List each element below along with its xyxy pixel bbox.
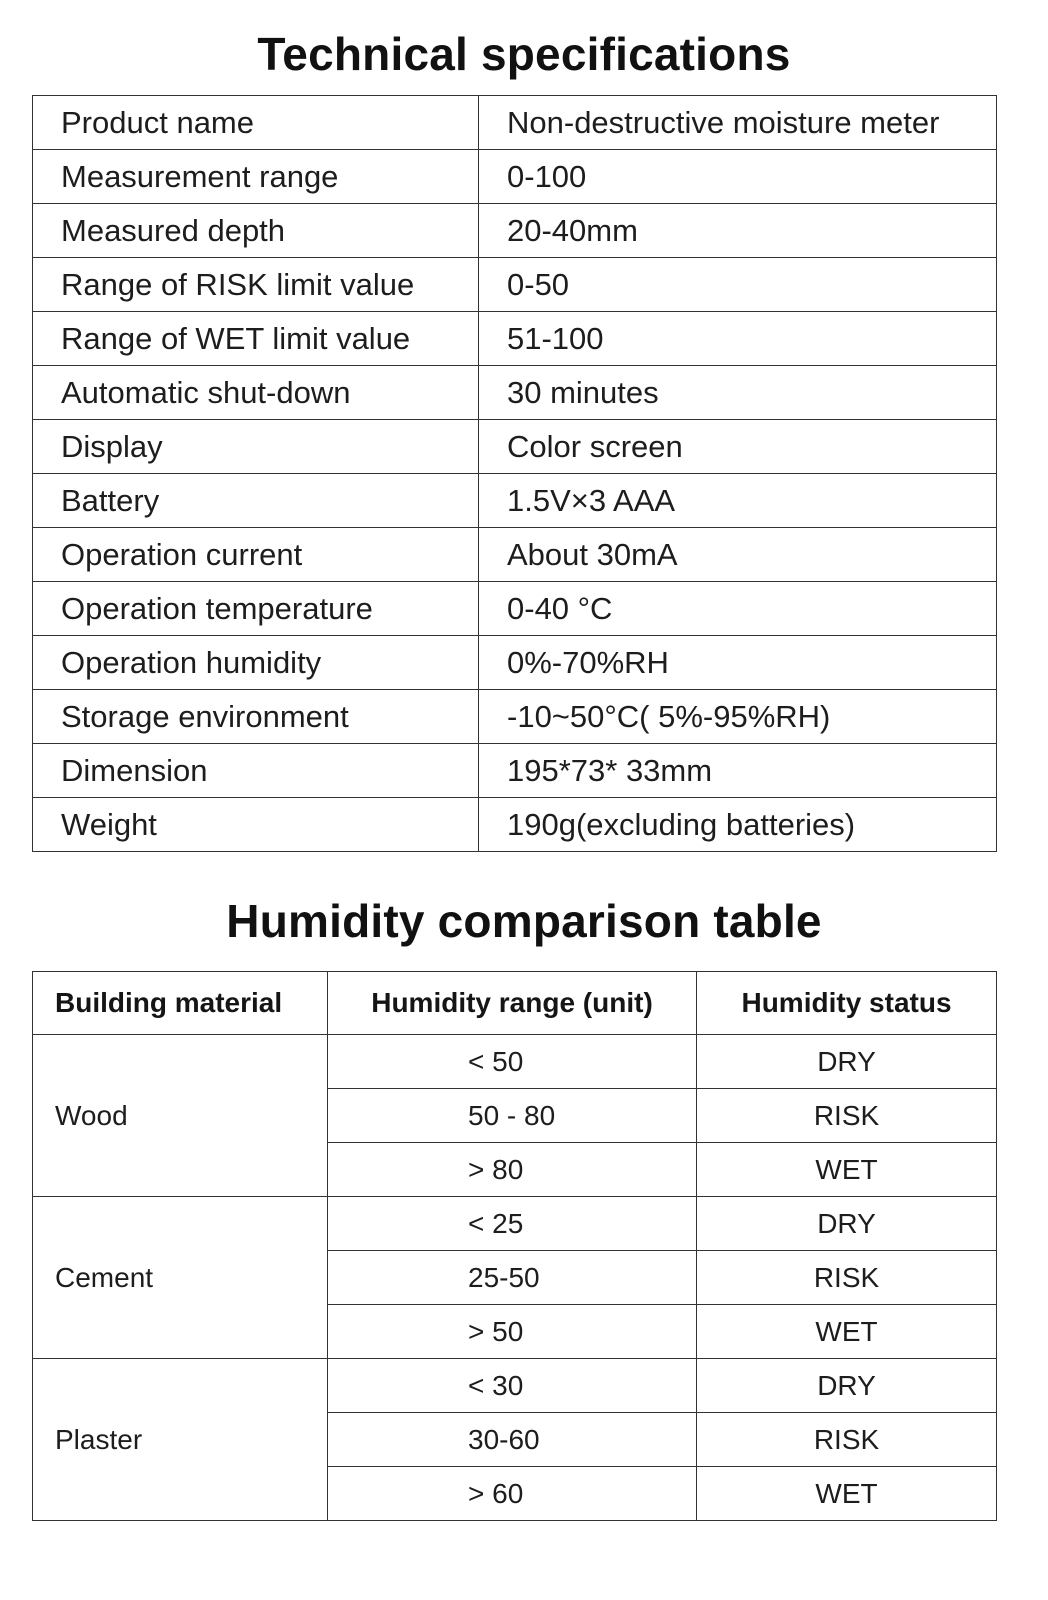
- spec-label: Automatic shut-down: [33, 366, 479, 420]
- spec-row: [33, 204, 997, 258]
- humidity-range-cell: 50 - 80: [328, 1089, 697, 1143]
- humidity-header-row: [33, 972, 997, 1035]
- humidity-range-cell: < 30: [328, 1359, 697, 1413]
- spec-value: 0-50: [479, 258, 997, 312]
- spec-label: Operation temperature: [33, 582, 479, 636]
- spec-row: [33, 474, 997, 528]
- spec-row: [33, 582, 997, 636]
- spec-value: Color screen: [479, 420, 997, 474]
- spec-title: Technical specifications: [257, 28, 791, 80]
- spec-value: -10~50°C( 5%-95%RH): [479, 690, 997, 744]
- header-building-material: Building material: [33, 972, 328, 1035]
- humidity-status-cell: DRY: [697, 1197, 997, 1251]
- spec-label: Operation humidity: [33, 636, 479, 690]
- header-humidity-range: Humidity range (unit): [328, 972, 697, 1035]
- spec-label: Measured depth: [33, 204, 479, 258]
- spec-value: Non-destructive moisture meter: [479, 96, 997, 150]
- material-wood: Wood: [33, 1035, 328, 1197]
- humidity-status-cell: RISK: [697, 1413, 997, 1467]
- humidity-range-cell: < 25: [328, 1197, 697, 1251]
- spec-value: 0%-70%RH: [479, 636, 997, 690]
- header-humidity-status: Humidity status: [697, 972, 997, 1035]
- spec-row: [33, 258, 997, 312]
- spec-label: Storage environment: [33, 690, 479, 744]
- material-plaster: Plaster: [33, 1359, 328, 1521]
- spec-label: Dimension: [33, 744, 479, 798]
- humidity-status-cell: DRY: [697, 1359, 997, 1413]
- humidity-range-cell: 25-50: [328, 1251, 697, 1305]
- spec-row: [33, 420, 997, 474]
- spec-row: [33, 96, 997, 150]
- spec-value: 0-100: [479, 150, 997, 204]
- spec-label: Operation current: [33, 528, 479, 582]
- humidity-range-cell: < 50: [328, 1035, 697, 1089]
- humidity-range-cell: > 50: [328, 1305, 697, 1359]
- material-cement: Cement: [33, 1197, 328, 1359]
- humidity-range-cell: > 60: [328, 1467, 697, 1521]
- spec-row: [33, 312, 997, 366]
- spec-row: [33, 150, 997, 204]
- spec-row: [33, 528, 997, 582]
- spec-row: [33, 744, 997, 798]
- spec-label: Weight: [33, 798, 479, 852]
- spec-row: [33, 798, 997, 852]
- spec-label: Range of RISK limit value: [33, 258, 479, 312]
- spec-label: Display: [33, 420, 479, 474]
- spec-value: 0-40 °C: [479, 582, 997, 636]
- spec-label: Battery: [33, 474, 479, 528]
- humidity-status-cell: RISK: [697, 1089, 997, 1143]
- humidity-status-cell: WET: [697, 1143, 997, 1197]
- humidity-range-cell: > 80: [328, 1143, 697, 1197]
- humidity-row: [33, 1197, 997, 1251]
- spec-row: [33, 690, 997, 744]
- spec-label: Range of WET limit value: [33, 312, 479, 366]
- humidity-table: [32, 971, 997, 1521]
- humidity-status-cell: WET: [697, 1467, 997, 1521]
- spec-value: 190g(excluding batteries): [479, 798, 997, 852]
- spec-label: Product name: [33, 96, 479, 150]
- spec-row: [33, 366, 997, 420]
- spec-table: [32, 95, 997, 852]
- humidity-row: [33, 1035, 997, 1089]
- spec-label: Measurement range: [33, 150, 479, 204]
- spec-value: 1.5V×3 AAA: [479, 474, 997, 528]
- humidity-status-cell: DRY: [697, 1035, 997, 1089]
- humidity-title: Humidity comparison table: [226, 895, 822, 947]
- humidity-status-cell: WET: [697, 1305, 997, 1359]
- humidity-range-cell: 30-60: [328, 1413, 697, 1467]
- spec-value: 30 minutes: [479, 366, 997, 420]
- spec-value: 195*73* 33mm: [479, 744, 997, 798]
- humidity-row: [33, 1359, 997, 1413]
- spec-value: About 30mA: [479, 528, 997, 582]
- spec-value: 51-100: [479, 312, 997, 366]
- spec-value: 20-40mm: [479, 204, 997, 258]
- spec-row: [33, 636, 997, 690]
- humidity-status-cell: RISK: [697, 1251, 997, 1305]
